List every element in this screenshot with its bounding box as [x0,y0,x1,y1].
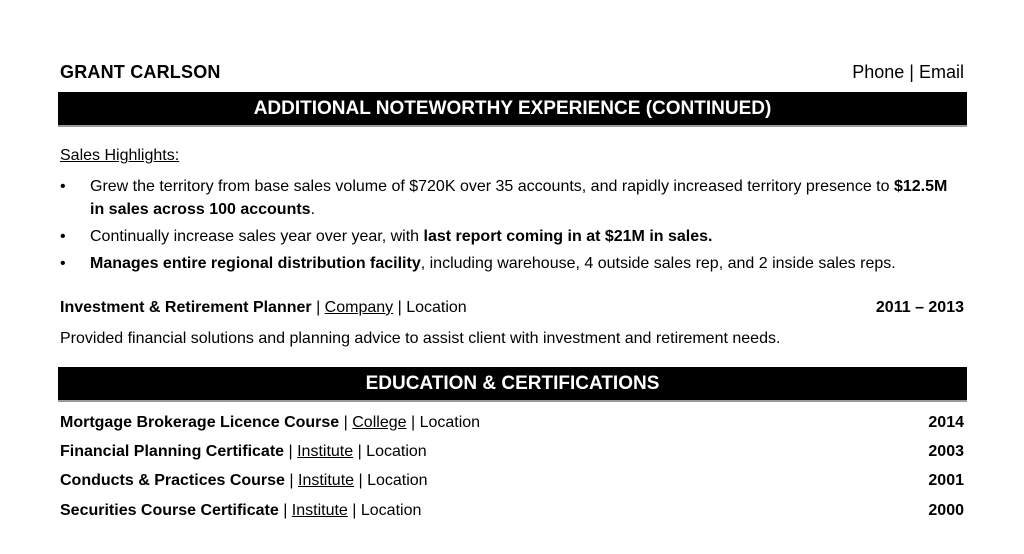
separator: | [347,502,361,519]
job-title: Investment & Retirement Planner [60,299,312,316]
separator: | [406,414,420,431]
separator: | [278,502,292,519]
section-banner-education [58,367,967,400]
bullet-icon: • [60,178,66,195]
bullet-text: , including warehouse, 4 outside sales rep, and 2 inside sales reps. [420,255,896,272]
bullet-bold-text: last report coming in at $21M in sales. [423,228,713,245]
list-item [60,252,964,275]
separator: | [393,299,407,316]
education-row [60,472,964,490]
course-location: Location [367,472,428,489]
course-year: 2014 [928,414,964,431]
course-name: Mortgage Brokerage Licence Course [60,414,340,431]
separator: | [354,472,368,489]
section-divider [58,125,967,127]
list-item [60,175,964,221]
bullet-text: Continually increase sales year over year, with [90,228,424,245]
bullet-text: . [310,201,316,218]
separator: | [353,443,367,460]
course-year: 2001 [928,472,964,489]
section-banner-experience [58,92,967,125]
job-row [60,299,964,317]
section-divider [58,400,967,402]
separator: | [284,443,298,460]
resume-header [60,62,964,83]
education-row [60,502,964,520]
institution-link[interactable]: Institute [297,443,354,460]
bullet-text: Grew the territory from base sales volume of $720K over 35 accounts, and rapidly increased territory presence to [90,178,894,195]
job-location: Location [406,299,467,316]
bullet-bold-text: $12.5M in sales across 100 accounts [90,178,948,218]
course-name: Financial Planning Certificate [60,443,285,460]
separator: | [284,472,298,489]
institution-link[interactable]: College [352,414,407,431]
course-location: Location [360,502,422,519]
course-location: Location [419,414,481,431]
education-row [60,443,964,461]
bullet-icon: • [60,228,66,245]
separator: | [311,299,325,316]
institution-link[interactable]: Institute [291,502,348,519]
course-location: Location [366,443,427,460]
job-dates: 2011 – 2013 [875,299,964,316]
candidate-name: GRANT CARLSON [60,62,221,82]
separator: | [339,414,353,431]
course-name: Securities Course Certificate [60,502,279,519]
company-link[interactable]: Company [324,299,394,316]
course-name: Conducts & Practices Course [60,472,285,489]
contact-info: Phone | Email [852,62,964,82]
course-year: 2000 [928,502,964,519]
list-item [60,225,964,248]
job-description: Provided financial solutions and planning advice to assist client with investment and retirement needs. [60,330,781,347]
course-year: 2003 [928,443,964,460]
institution-link[interactable]: Institute [298,472,355,489]
section-title-education: EDUCATION & CERTIFICATIONS [365,372,660,394]
sales-highlights-heading: Sales Highlights: [60,147,180,164]
bullet-bold-text: Manages entire regional distribution facility [90,255,421,272]
education-row [60,414,964,432]
sales-highlights-list [60,175,964,279]
section-title-experience: ADDITIONAL NOTEWORTHY EXPERIENCE (CONTINUED) [253,97,772,119]
bullet-icon: • [60,255,66,272]
